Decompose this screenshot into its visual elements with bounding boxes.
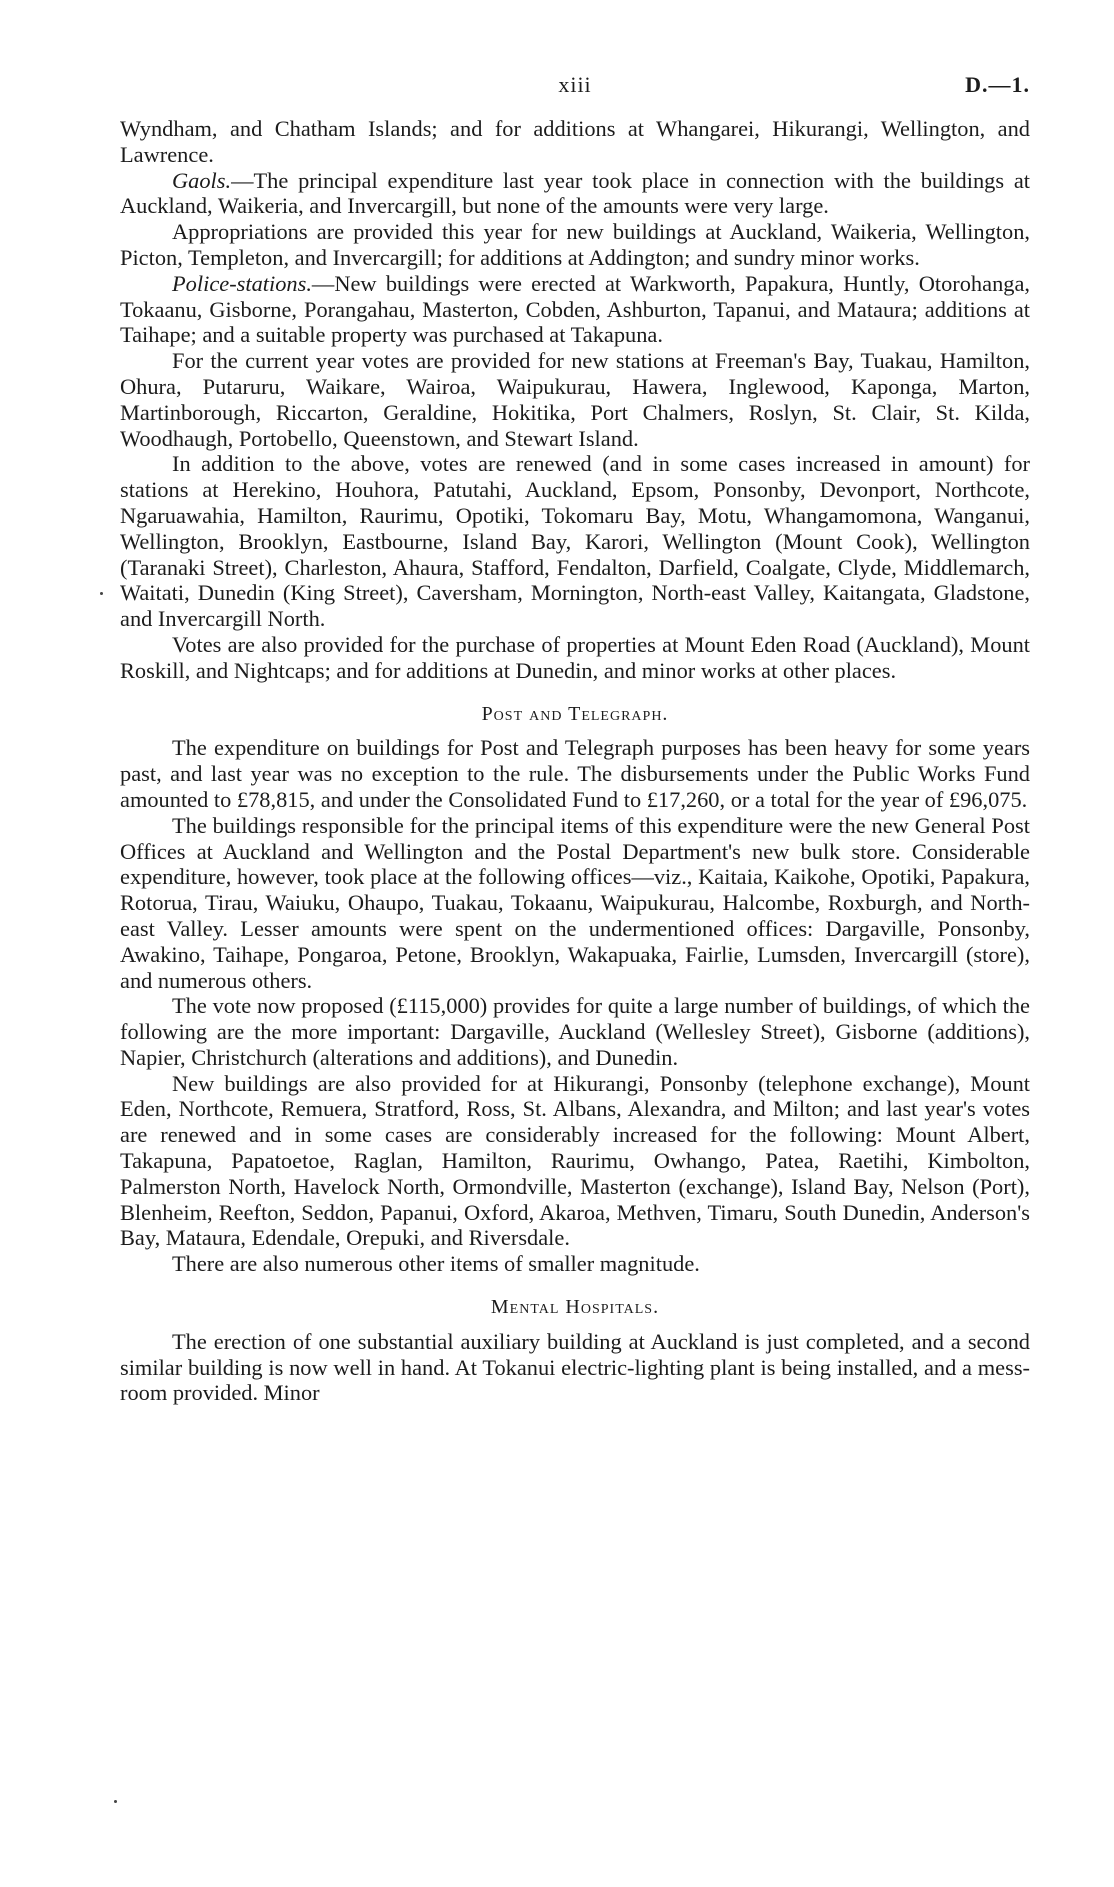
paragraph: The vote now proposed (£115,000) provides for quite a large number of buildings, of which the following are the more important: Dargaville, Auckland (Wellesley Street), Gisborne (additions), Napier, Christchurch (alterations and additions), and Dunedin. bbox=[120, 993, 1030, 1070]
margin-dot bbox=[114, 1800, 117, 1803]
paragraph: There are also numerous other items of smaller magnitude. bbox=[172, 1251, 700, 1277]
paragraph: Wyndham, and Chatham Islands; and for additions at Whangarei, Hikurangi, Wellington, and Lawrence. bbox=[120, 116, 1030, 167]
paragraph-lead: Gaols. bbox=[172, 167, 232, 193]
body-text bbox=[120, 116, 1030, 1406]
paragraph: For the current year votes are provided for new stations at Freeman's Bay, Tuakau, Hamilton, Ohura, Putaruru, Waikare, Wairoa, Waipukurau, Hawera, Inglewood, Kaponga, Marton, Martinborough, Riccarton, Geraldine, Hokitika, Port Chalmers, Roslyn, St. Clair, St. Kilda, Woodhaugh, Portobello, Queenstown, and Stewart Island. bbox=[120, 348, 1030, 451]
paragraph: The buildings responsible for the principal items of this expenditure were the new General Post Offices at Auckland and Wellington and the Postal Department's new bulk store. Considerable expenditure, however, took place at the following offices—viz., Kaitaia, Kaikohe, Opotiki, Papakura, Rotorua, Tirau, Waiuku, Ohaupo, Tuakau, Tokaanu, Waipukurau, Halcombe, Roxburgh, and North-east Valley. Lesser amounts were spent on the undermentioned offices: Dargaville, Ponsonby, Awakino, Taihape, Pongaroa, Petone, Brooklyn, Wakapuaka, Fairlie, Lumsden, Invercargill (store), and numerous others. bbox=[120, 812, 1030, 993]
paragraph: The expenditure on buildings for Post and Telegraph purposes has been heavy for some years past, and last year was no exception to the rule. The disbursements under the Public Works Fund amounted to £78,815, and under the Consolidated Fund to £17,260, or a total for the year of £96,075. bbox=[120, 735, 1030, 812]
paragraph-gaols: Gaols.—The principal expenditure last year took place in connection with the buildings at Auckland, Waikeria, and Invercargill, but none of the amounts were very large. bbox=[120, 167, 1030, 219]
paragraph-police-stations: Police-stations.—New buildings were erected at Warkworth, Papakura, Huntly, Otorohanga, Tokaanu, Gisborne, Porangahau, Masterton, Cobden, Ashburton, Tapanui, and Mataura; additions at Taihape; and a suitable property was purchased at Takapuna. bbox=[120, 270, 1030, 348]
paragraph-lead: Police-stations. bbox=[172, 270, 312, 296]
document-reference: D.—1. bbox=[965, 72, 1030, 97]
margin-dot bbox=[100, 592, 103, 595]
paragraph: Appropriations are provided this year for new buildings at Auckland, Waikeria, Wellington, Picton, Templeton, and Invercargill; for additions at Addington; and sundry minor works. bbox=[120, 219, 1030, 270]
page-number: xiii bbox=[558, 72, 592, 97]
paragraph: In addition to the above, votes are renewed (and in some cases increased in amount) for stations at Herekino, Houhora, Patutahi, Auckland, Epsom, Ponsonby, Devonport, Northcote, Ngaruawahia, Hamilton, Raurimu, Opotiki, Tokomaru Bay, Motu, Whangamomona, Wanganui, Wellington, Brooklyn, Eastbourne, Island Bay, Karori, Wellington (Mount Cook), Wellington (Taranaki Street), Charleston, Ahaura, Stafford, Fendalton, Darfield, Coalgate, Clyde, Middlemarch, Waitati, Dunedin (King Street), Caversham, Mornington, North-east Valley, Kaitangata, Gladstone, and Invercargill North. bbox=[120, 451, 1030, 632]
section-heading-post-and-telegraph: Post and Telegraph. bbox=[481, 702, 669, 725]
page-header bbox=[120, 72, 1030, 102]
paragraph: The erection of one substantial auxiliary building at Auckland is just completed, and a second similar building is now well in hand. At Tokanui electric-lighting plant is being installed, and a mess-room provided. Minor bbox=[120, 1328, 1030, 1406]
paragraph: Votes are also provided for the purchase of properties at Mount Eden Road (Auckland), Mount Roskill, and Nightcaps; and for additions at Dunedin, and minor works at other places. bbox=[120, 631, 1030, 683]
section-heading-mental-hospitals: Mental Hospitals. bbox=[490, 1296, 660, 1319]
paragraph: New buildings are also provided for at Hikurangi, Ponsonby (telephone exchange), Mount Eden, Northcote, Remuera, Stratford, Ross, St. Albans, Alexandra, and Milton; and last year's votes are renewed and in some cases are considerably increased for the following: Mount Albert, Takapuna, Papatoetoe, Raglan, Hamilton, Raurimu, Owhango, Patea, Raetihi, Kimbolton, Palmerston North, Havelock North, Ormondville, Masterton (exchange), Island Bay, Nelson (Port), Blenheim, Reefton, Seddon, Papanui, Oxford, Akaroa, Methven, Timaru, South Dunedin, Anderson's Bay, Mataura, Edendale, Orepuki, and Riversdale. bbox=[120, 1070, 1030, 1251]
